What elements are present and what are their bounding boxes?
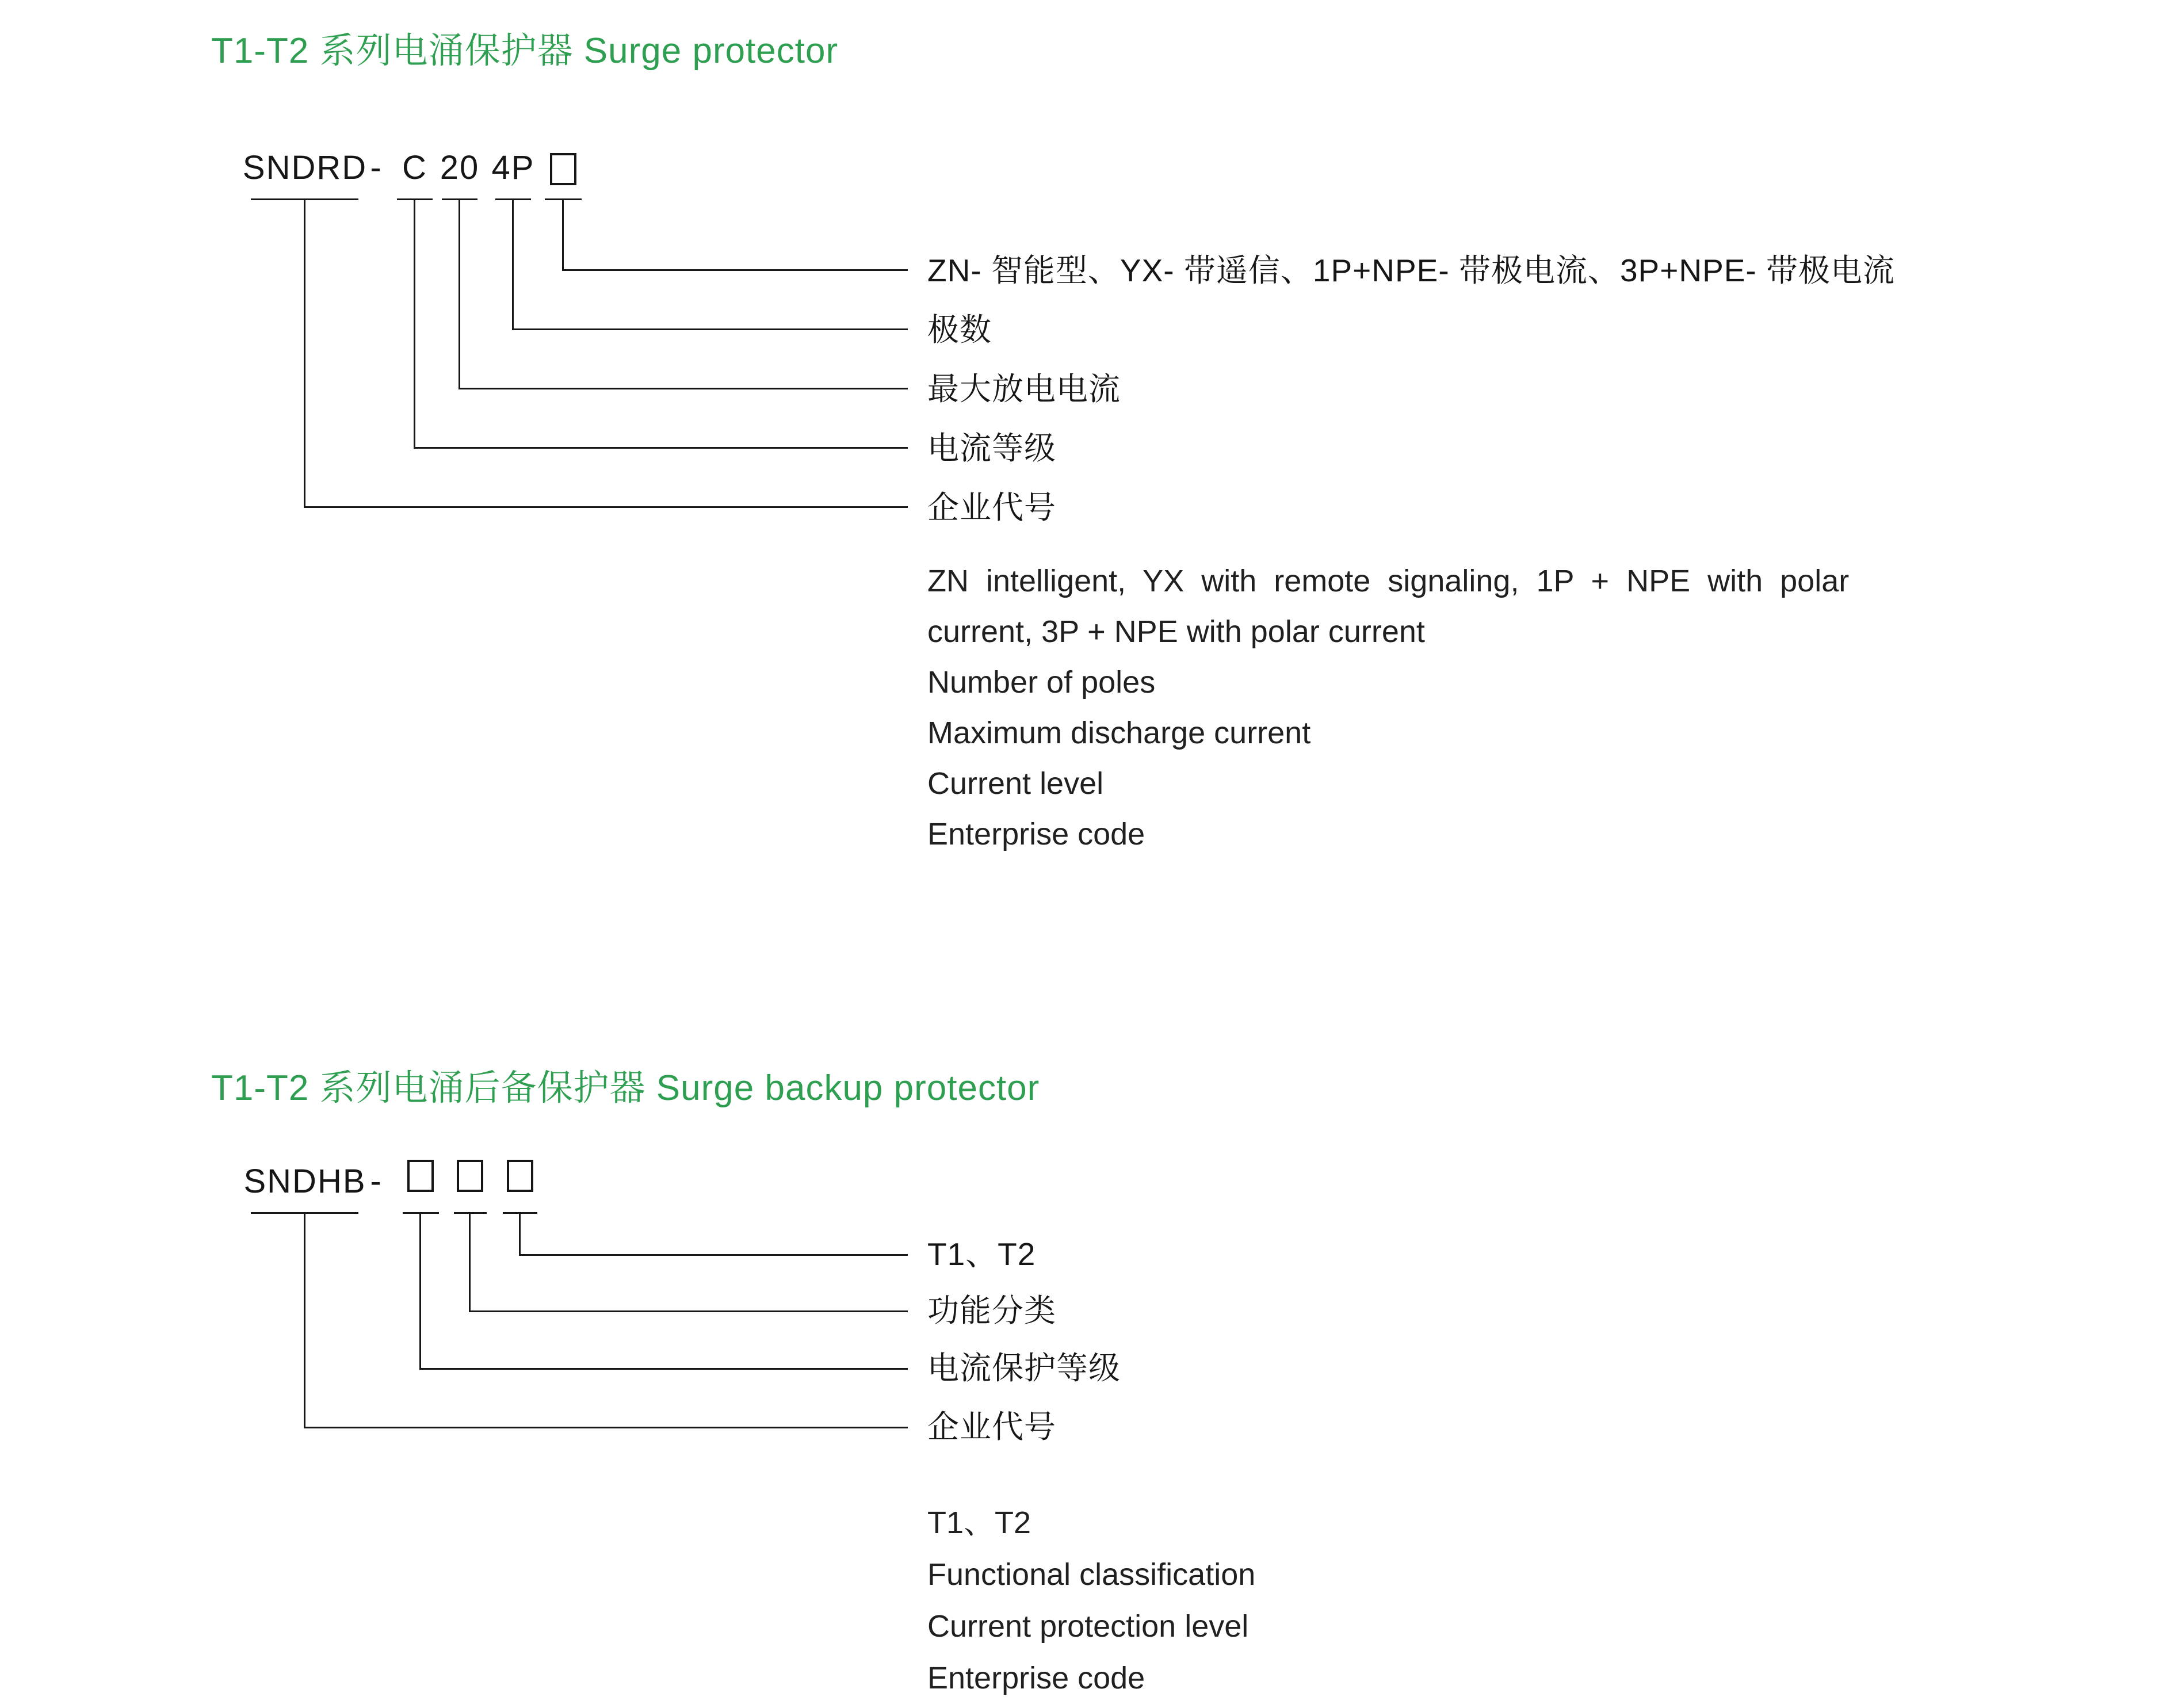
english-note-line: Enterprise code (927, 817, 1145, 851)
english-note-line: Enterprise code (927, 1661, 1145, 1695)
placeholder-square-icon (550, 153, 576, 185)
connector-hline (512, 328, 908, 330)
code-field-label-current-level: 电流等级 (927, 430, 1057, 466)
connector-vline (414, 198, 415, 449)
code-field-label-t1-t2: T1、T2 (927, 1236, 1036, 1272)
english-note-line: Functional classification (927, 1557, 1256, 1592)
code-field-label-variant: ZN- 智能型、YX- 带遥信、1P+NPE- 带极电流、3P+NPE- 带极电流 (927, 253, 1896, 288)
code-segment-current-level: C (402, 149, 427, 186)
connector-vline (519, 1212, 521, 1256)
code-field-label-function-class: 功能分类 (927, 1293, 1057, 1328)
code-field-label-enterprise: 企业代号 (927, 1409, 1057, 1445)
code-field-label-poles: 极数 (927, 312, 992, 347)
connector-vline (304, 198, 305, 508)
model-code-dash: - (370, 149, 383, 186)
connector-vline (562, 198, 564, 271)
section1-heading: T1-T2 系列电涌保护器 Surge protector (211, 31, 839, 71)
connector-hline (304, 1427, 908, 1428)
code-field-label-enterprise: 企业代号 (927, 490, 1057, 525)
english-note-line: Number of poles (927, 665, 1156, 700)
english-note-line: Current level (927, 766, 1104, 801)
english-note-line: ZN intelligent, YX with remote signaling, 1P + NPE with polar (927, 564, 1850, 598)
connector-hline (519, 1254, 908, 1256)
section2-heading: T1-T2 系列电涌后备保护器 Surge backup protector (211, 1068, 1040, 1108)
code-segment-max-discharge: 20 (440, 149, 480, 186)
connector-hline (459, 388, 908, 389)
placeholder-square-icon (457, 1160, 483, 1192)
english-note-line: current, 3P + NPE with polar current (927, 614, 1425, 649)
english-note-line: Current protection level (927, 1609, 1249, 1644)
code-segment-poles: 4P (491, 149, 535, 186)
code-field-label-current-protection: 电流保护等级 (927, 1350, 1121, 1386)
code-field-label-max-discharge: 最大放电电流 (927, 371, 1121, 407)
section2-english-notes (927, 1497, 1882, 1704)
connector-vline (419, 1212, 421, 1370)
english-note-line: Maximum discharge current (927, 716, 1311, 750)
connector-hline (419, 1368, 908, 1370)
model-code-dash: - (370, 1163, 383, 1200)
connector-hline (562, 269, 908, 271)
connector-hline (414, 447, 908, 449)
connector-vline (512, 198, 514, 330)
connector-hline (304, 506, 908, 508)
model-code-prefix-sndhb: SNDHB (243, 1163, 366, 1200)
section1-english-notes (927, 556, 1882, 859)
model-code-prefix-sndrd: SNDRD (242, 149, 368, 186)
connector-hline (469, 1310, 908, 1312)
placeholder-square-icon (407, 1160, 434, 1192)
english-note-line: T1、T2 (927, 1506, 1031, 1540)
placeholder-square-icon (507, 1160, 533, 1192)
connector-vline (459, 198, 460, 389)
connector-vline (469, 1212, 471, 1312)
connector-vline (304, 1212, 305, 1428)
